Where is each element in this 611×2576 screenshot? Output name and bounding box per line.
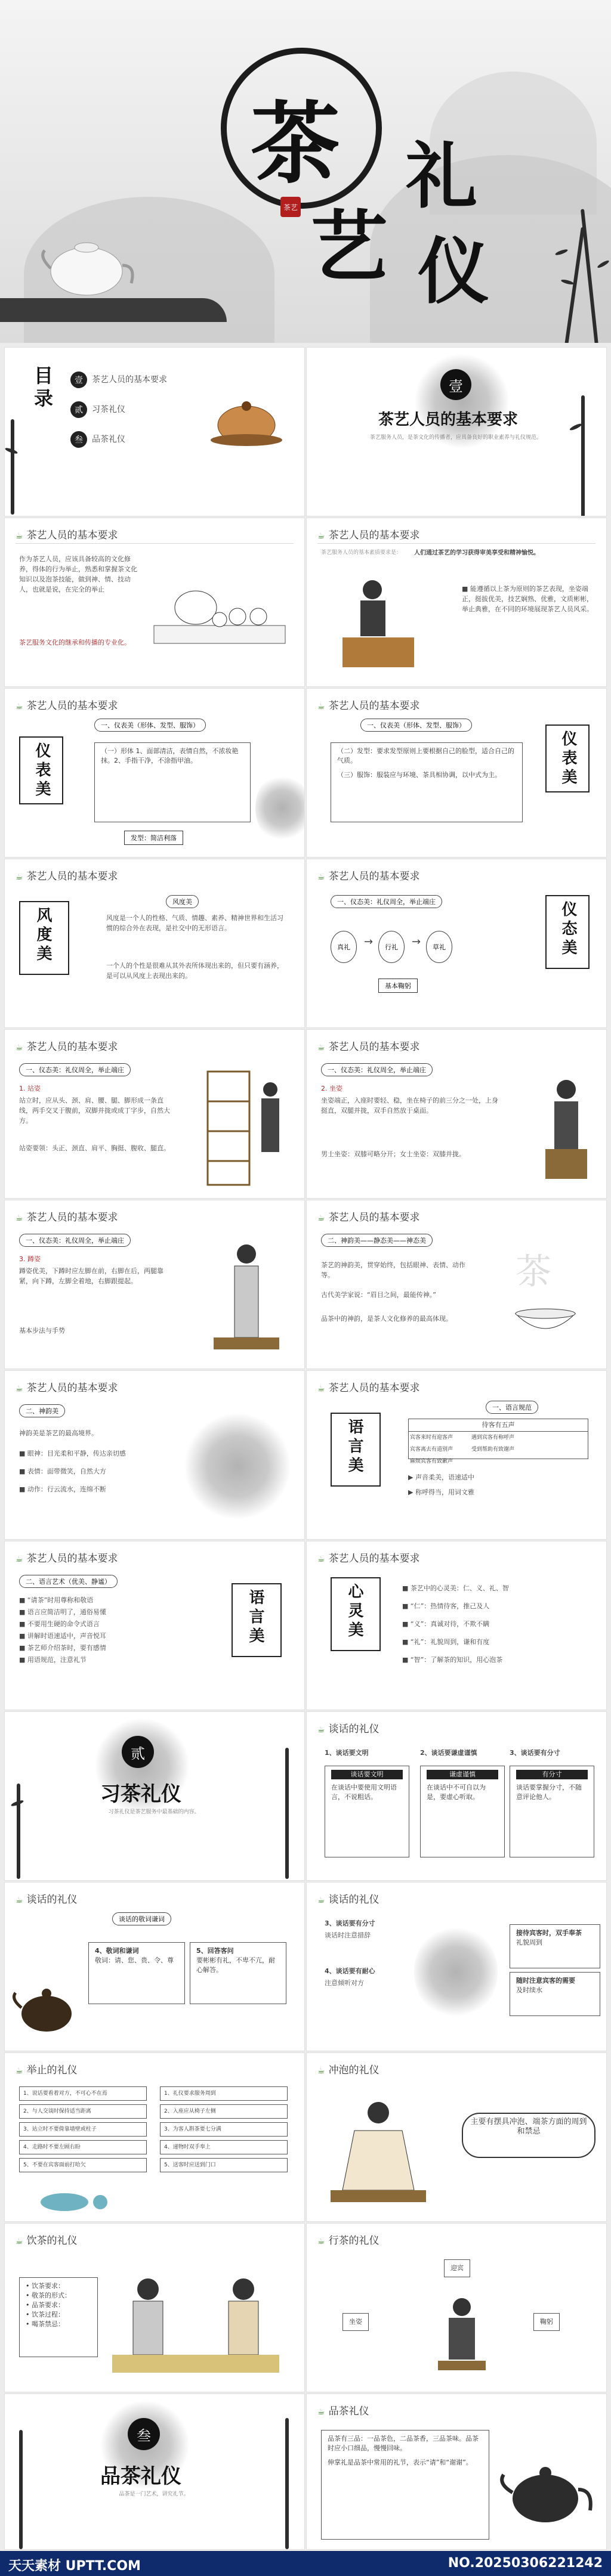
slide-22: [307, 2053, 606, 2221]
slide-6: [307, 689, 606, 857]
slide-3: [5, 518, 304, 686]
list-item: ■ 讲解时语速适中，声音悦耳: [19, 1632, 106, 1640]
column-title: 3、谈话要有分寸: [510, 1749, 560, 1757]
bamboo-icon: [285, 2418, 289, 2549]
svg-text:茶: 茶: [516, 1251, 551, 1293]
slide-header: ☕ 举止的礼仪: [16, 2061, 78, 2076]
list-item: • 敬茶的形式：: [26, 2292, 71, 2299]
body-text: 男士坐姿：双膝可略分开；女士坐姿：双膝并拢。: [321, 1150, 465, 1158]
hero-title-char: 礼: [406, 134, 477, 218]
list-item: ■ 茶艺师介绍茶时，要有感情: [19, 1644, 106, 1652]
body-text: 基本步法与手势: [19, 1327, 65, 1335]
box-title: 3、谈话要有分寸: [325, 1919, 375, 1927]
column-title: 1、谈话要文明: [325, 1749, 369, 1757]
sub-heading: 2. 坐姿: [321, 1085, 342, 1092]
body-text: 蹲姿优美，下蹲时应左脚在前，右脚在后，两腿靠紧，向下蹲，左脚全着地，右脚跟提起。: [19, 1267, 163, 1285]
stone-platform: [0, 298, 227, 322]
teapot-icon: [498, 2442, 593, 2540]
leaf-icon: [569, 423, 582, 432]
slide-header: ☕ 茶艺人员的基本要求: [317, 1209, 420, 1224]
section-title: 品茶礼仪: [100, 2464, 181, 2488]
slide-4: [307, 518, 606, 686]
box-title: 5、回答客问: [196, 1947, 234, 1955]
table-title: 待客有五声: [409, 1419, 588, 1432]
diagram-node: 真礼: [331, 931, 357, 963]
column-badge: 有分寸: [516, 1770, 588, 1779]
bamboo-icon: [17, 1784, 20, 1879]
box-title: 4、谈话要有耐心: [325, 1967, 375, 1975]
slide-header: ☕ 谈话的礼仪: [317, 1891, 379, 1906]
slide-11: [5, 1200, 304, 1368]
list-item: 5、不要在宾客面前打哈欠: [19, 2158, 147, 2172]
slide-14: [307, 1371, 606, 1539]
body-text: 茶艺的神韵美，贯穿始终，包括眼神、表情、动作等。: [321, 1261, 465, 1279]
slide-23: [5, 2224, 304, 2392]
column-title: 2、谈话要谦虚谨慎: [420, 1749, 477, 1757]
bottom-button[interactable]: 基本鞠躬: [378, 979, 418, 993]
cover-slide: [0, 0, 611, 343]
slide-header: ☕ 茶艺人员的基本要求: [16, 1379, 118, 1394]
list-item: ■ “仁”：热情待客，推己及人: [402, 1602, 490, 1610]
bamboo-icon: [285, 1748, 289, 1879]
vertical-title: 仪表美: [559, 730, 577, 788]
body-text: 站立时，应从头、颈、肩、腰、腿、脚形成一条直线，两手交叉于腹前，双脚并拢或成丁字步，自然大方。: [19, 1097, 170, 1125]
slide-header: ☕ 品茶礼仪: [317, 2402, 369, 2417]
watermark-left: 天天素材 UPTT.COM: [8, 2559, 141, 2574]
body-text: 风度是一个人的性格、气质、情趣、素养、精神世界和生活习惯的综合外在表现，是社交中的无形语言。: [106, 914, 283, 932]
slide-12: [307, 1200, 606, 1368]
diagram-node: 鞠躬: [533, 2313, 560, 2331]
body-text: 站姿要领：头正、颈直、肩平、胸挺、腹收、腿直。: [19, 1144, 170, 1152]
slide-15: [5, 1541, 304, 1710]
list-item: ■ “请茶”时用尊称和敬语: [19, 1596, 94, 1604]
arrow-icon: →: [364, 936, 374, 948]
tea-set-icon: [29, 2178, 124, 2216]
list-item: ■ 不要用生硬的命令式语言: [19, 1620, 100, 1628]
list-item: ■ 语言应简洁明了，通俗易懂: [19, 1608, 106, 1616]
slide-header: ☕ 冲泡的礼仪: [317, 2061, 379, 2076]
tab-label: 一、仪态美：礼仪周全，举止端庄: [331, 895, 442, 908]
toc-num-2: 贰: [70, 401, 87, 418]
body-text: 注意倾听对方: [325, 1979, 364, 1987]
tab-label: 二、语言艺术（优美、静谧）: [19, 1575, 118, 1588]
list-item: • 饮茶要求：: [26, 2282, 64, 2290]
vertical-title: 仪表美: [33, 742, 51, 800]
body-text: 作为茶艺人员，应该具备较高的文化修养，得体的行为举止，熟悉和掌握茶文化知识以及泡茶技能，做到神、情、技动人，也就是说，在完全的举止: [19, 555, 137, 593]
toc-num-3: 叁: [70, 431, 87, 448]
content-box: （一）形体 1、面部清洁，表情自然，不浓妆艳抹。2、手指干净，不涂指甲油。: [94, 742, 251, 822]
watermark-bar: [0, 2551, 611, 2576]
tea-cup-icon: [498, 1248, 593, 1346]
slide-header: ☕ 茶艺人员的基本要求: [16, 1038, 118, 1053]
toc-item-1[interactable]: 茶艺人员的基本要求: [92, 375, 167, 385]
list-item: ■ 用语规范，注意礼节: [19, 1656, 87, 1664]
tab-label: 谈话的敬词谦词: [112, 1912, 171, 1925]
slide-header: ☕ 茶艺人员的基本要求: [317, 527, 420, 541]
list-item: 3、站立时不要倚靠墙壁或柱子: [19, 2122, 147, 2137]
slide-header: ☕ 茶艺人员的基本要求: [317, 1038, 420, 1053]
content-box: [331, 742, 523, 822]
body-text: 品茶中的神韵，是茶人文化修养的最高体现。: [321, 1315, 452, 1323]
slide-header: ☕ 茶艺人员的基本要求: [317, 697, 420, 712]
table-cell: 宾客离去有道别声: [410, 1447, 453, 1453]
teapot-icon: [208, 383, 285, 451]
content-box: [190, 1942, 286, 2004]
column-badge: 谈话要文明: [331, 1770, 403, 1779]
list-item: 1、礼仪要求服务周到: [160, 2086, 288, 2101]
divider: [317, 543, 595, 544]
column-badge: 谦虚谨慎: [427, 1770, 498, 1779]
section-num: 壹: [440, 369, 471, 400]
section-title: 习茶礼仪: [100, 1782, 181, 1806]
list-item: • 饮茶过程：: [26, 2311, 64, 2318]
slide-header: ☕ 茶艺人员的基本要求: [317, 868, 420, 883]
tea-char-ink: [414, 1924, 498, 2020]
diagram-node: 迎宾: [444, 2259, 470, 2277]
body-text: 要彬彬有礼，不卑不亢，耐心解答。: [196, 1956, 275, 1974]
sub-heading: 1. 站姿: [19, 1085, 41, 1092]
five-voices-table: [408, 1419, 588, 1465]
slide-header: ☕ 茶艺人员的基本要求: [16, 1209, 118, 1224]
content-box: [321, 2430, 489, 2540]
tab-label: 一、仪态美：礼仪周全，举止端庄: [19, 1063, 131, 1076]
slide-header: ☕ 茶艺人员的基本要求: [16, 527, 118, 541]
vertical-title: 语言美: [345, 1419, 363, 1476]
tea-maker-icon: [331, 566, 426, 676]
tab-label: 一、仪态美：礼仪周全，举止端庄: [19, 1234, 131, 1247]
slide-9: [5, 1030, 304, 1198]
tab-label: 二、神韵美——静态美——神态美: [321, 1234, 433, 1247]
body-text: （三）服饰：服装应与环境、茶具相协调，以中式为主。: [337, 771, 501, 779]
box-title: 4、敬词和谦词: [95, 1947, 139, 1955]
slide-7: [5, 859, 304, 1027]
list-item: 1、说话要看着对方，不可心不在焉: [19, 2086, 147, 2101]
ink-splash: [255, 772, 304, 844]
body-text: 礼貌周到: [516, 1939, 542, 1946]
speech-bubble: 主要有摆具冲泡、端茶方面的周到和禁忌: [462, 2113, 595, 2158]
seal-stamp: 茶艺: [280, 197, 301, 217]
list-item: 4、递物时双手奉上: [160, 2140, 288, 2154]
slide-header: ☕ 茶艺人员的基本要求: [317, 1379, 420, 1394]
diagram-node: 行礼: [378, 931, 405, 963]
list-item: ■ “智”：了解茶的知识，用心泡茶: [402, 1656, 503, 1664]
body-text: 品茶有三品：一品茶色，二品茶香，三品茶味。品茶时应小口细品，慢慢回味。: [328, 2435, 479, 2452]
column-box: [420, 1766, 505, 1857]
vertical-title: 语言美: [246, 1589, 264, 1646]
section-subtitle: 习茶礼仪是茶艺服务中最基础的内容。: [108, 1809, 200, 1815]
section-subtitle: 茶艺服务人员，是茶文化的传播者，应具备良好的职业素养与礼仪规范。: [369, 435, 542, 441]
box-title: 随时注意宾客的需要: [516, 1977, 575, 1984]
vertical-title: 风度美: [34, 907, 52, 964]
body-text: 及时续水: [516, 1986, 542, 1994]
body-text: ■ 能遵循以上茶为原则的茶艺表现，坐姿端正，挺拔优美，技艺娴熟、优雅，文质彬彬，举止典雅，在不同的环境展现茶艺人员风采。: [462, 585, 593, 613]
sub-heading: 3. 蹲姿: [19, 1255, 41, 1263]
list-item: ■ 动作：行云流水，连绵不断: [19, 1485, 106, 1493]
list-item: ■ 眼神：目光柔和平静，传达亲切感: [19, 1450, 126, 1457]
slide-13: [5, 1371, 304, 1539]
two-people-drinking-icon: [100, 2265, 291, 2387]
section-subtitle: 品茶是一门艺术，讲究礼节。: [119, 2491, 189, 2497]
standing-figure-icon: [202, 1236, 291, 1364]
slide-header: ☕ 茶艺人员的基本要求: [317, 1550, 420, 1565]
slide-header: ☕ 茶艺人员的基本要求: [16, 697, 118, 712]
slide-header: ☕ 饮茶的礼仪: [16, 2232, 78, 2247]
slide-18: [307, 1712, 606, 1880]
content-box: [510, 1972, 600, 2016]
slide-24: [307, 2224, 606, 2392]
table-cell: 遇到宾客有称呼声: [471, 1435, 515, 1441]
toc-label: 目录: [31, 366, 54, 411]
body-text: 谈话要掌握分寸，不随意评论他人。: [516, 1784, 582, 1801]
kneeling-figure-icon: [426, 2289, 498, 2381]
teapot-icon: [11, 1972, 82, 2046]
pill-label: 风度美: [166, 895, 199, 908]
slide-19: [5, 1883, 304, 2051]
teapot-icon: [36, 233, 137, 298]
slide-10: [307, 1030, 606, 1198]
list-item: ▶ 声音柔美，语速适中: [408, 1473, 474, 1481]
list-item: ■ 表情：面带微笑，自然大方: [19, 1467, 106, 1475]
vertical-title: 心灵美: [345, 1583, 363, 1640]
slide-header: ☕ 谈话的礼仪: [317, 1720, 379, 1735]
note-text: 茶艺服务人员的基本素质要求是：: [321, 550, 402, 556]
body-text: 神韵美是茶艺的最高境界。: [19, 1429, 98, 1437]
box-title: 接待宾客时，双手奉茶: [516, 1929, 582, 1937]
body-text: （二）发型：要求发型原则上要根据自己的脸型，适合自己的气质。: [337, 747, 514, 764]
highlight-text: 茶艺服务文化的继承和传播的专业化。: [19, 639, 131, 646]
toc-num-1: 壹: [70, 371, 87, 388]
body-text: 一个人的个性是很难从其外表所体现出来的，但只要有涵养，是可以从风度上表现出来的。: [106, 962, 283, 980]
slide-section-2: [5, 1712, 304, 1880]
body-text: 伸掌礼是品茶中常用的礼节，表示“请”和“谢谢”。: [328, 2459, 473, 2466]
section-title: 茶艺人员的基本要求: [378, 411, 519, 429]
slide-20: [307, 1883, 606, 2051]
table-cell: 宾客来时有迎客声: [410, 1435, 453, 1441]
bamboo-icon: [19, 2430, 23, 2549]
body-text: 敬词：请、您、贵、令、尊: [95, 1956, 174, 1964]
slide-section-1: [307, 348, 606, 516]
hero-title-char: 茶: [251, 91, 341, 196]
section-num: 叁: [128, 2418, 160, 2450]
tab-label: 一、仪态美：礼仪周全，举止端庄: [321, 1063, 433, 1076]
body-text: 谈话时注意措辞: [325, 1931, 371, 1939]
list-item: • 喝茶禁忌：: [26, 2320, 64, 2328]
body-text: 在谈话中要使用文明语言，不说粗话。: [331, 1784, 397, 1801]
body-text: 在谈话中不可自以为是，要虚心听取。: [427, 1784, 486, 1801]
list-item: ■ “义”：真诚对待，不欺不瞒: [402, 1620, 490, 1628]
seated-figure-icon: [533, 1072, 599, 1193]
slide-8: [307, 859, 606, 1027]
slide-header: ☕ 茶艺人员的基本要求: [16, 1550, 118, 1565]
list-item: • 品茶要求：: [26, 2301, 64, 2309]
slide-16: [307, 1541, 606, 1710]
slide-header: ☕ 行茶的礼仪: [317, 2232, 379, 2247]
arrow-icon: →: [412, 936, 421, 948]
lotus-ink-icon: [184, 1413, 291, 1520]
divider: [16, 543, 294, 544]
watermark-right: NO.20250306221242: [448, 2556, 603, 2571]
tab-label: 一、仪表美（形体、发型、服饰）: [94, 719, 206, 732]
content-box: [19, 2277, 98, 2357]
slide-header: ☕ 茶艺人员的基本要求: [16, 868, 118, 883]
diagram-node: 草礼: [426, 931, 452, 963]
slide-21: [5, 2053, 304, 2221]
diagram-node: 坐姿: [342, 2313, 369, 2331]
list-item: ■ “礼”：礼貌周到，谦和有度: [402, 1638, 490, 1646]
slide-5: [5, 689, 304, 857]
list-item: ▶ 称呼得当，用词文雅: [408, 1488, 474, 1496]
column-box: [325, 1766, 409, 1857]
content-box: [510, 1924, 600, 1968]
body-text: 坐姿端正，入座时要轻、稳，坐在椅子的前三分之一处，上身挺直，双腿并拢，双手自然放于桌面。: [321, 1097, 498, 1114]
hero-title-char: 仪: [418, 230, 489, 314]
list-item: 3、为客人斟茶要七分满: [160, 2122, 288, 2137]
toc-item-3[interactable]: 品茶礼仪: [92, 435, 125, 444]
section-num: 贰: [122, 1736, 154, 1768]
bottom-button[interactable]: 发型：简洁利落: [124, 831, 183, 845]
slide-toc: [5, 348, 304, 516]
tab-label: 一、语言规范: [486, 1401, 538, 1414]
content-box: [88, 1942, 185, 2004]
list-item: 2、入座应从椅子左侧: [160, 2104, 288, 2119]
hero-title-char: 艺: [310, 201, 388, 292]
list-item: 2、与人交谈时保持适当距离: [19, 2104, 147, 2119]
table-cell: 麻烦宾客有致歉声: [410, 1459, 453, 1465]
vertical-title: 仪态美: [559, 901, 577, 958]
bamboo-icon: [581, 395, 585, 516]
list-item: ■ 茶艺中的心灵美：仁、义、礼、智: [402, 1584, 509, 1592]
tea-master-icon: [319, 2089, 438, 2216]
slide-section-3: [5, 2394, 304, 2549]
highlight-text: 人们通过茶艺的学习获得审美享受和精神愉悦。: [414, 550, 539, 556]
slide-header: ☕ 谈话的礼仪: [16, 1891, 78, 1906]
list-item: 5、送客时应送到门口: [160, 2158, 288, 2172]
tea-set-icon: [148, 560, 291, 664]
list-item: 4、走路时不要左顾右盼: [19, 2140, 147, 2154]
toc-item-2[interactable]: 习茶礼仪: [92, 405, 125, 414]
slide-26: [307, 2394, 606, 2549]
column-box: [510, 1766, 594, 1857]
shelf-icon: [196, 1066, 291, 1193]
table-cell: 受到帮助有致谢声: [471, 1447, 515, 1453]
bamboo-icon: [11, 419, 14, 515]
body-text: 古代美学家说：“眉目之间，最能传神。”: [321, 1291, 436, 1299]
tab-label: 二、神韵美: [19, 1404, 65, 1417]
tab-label: 一、仪表美（形体、发型、服饰）: [360, 719, 472, 732]
